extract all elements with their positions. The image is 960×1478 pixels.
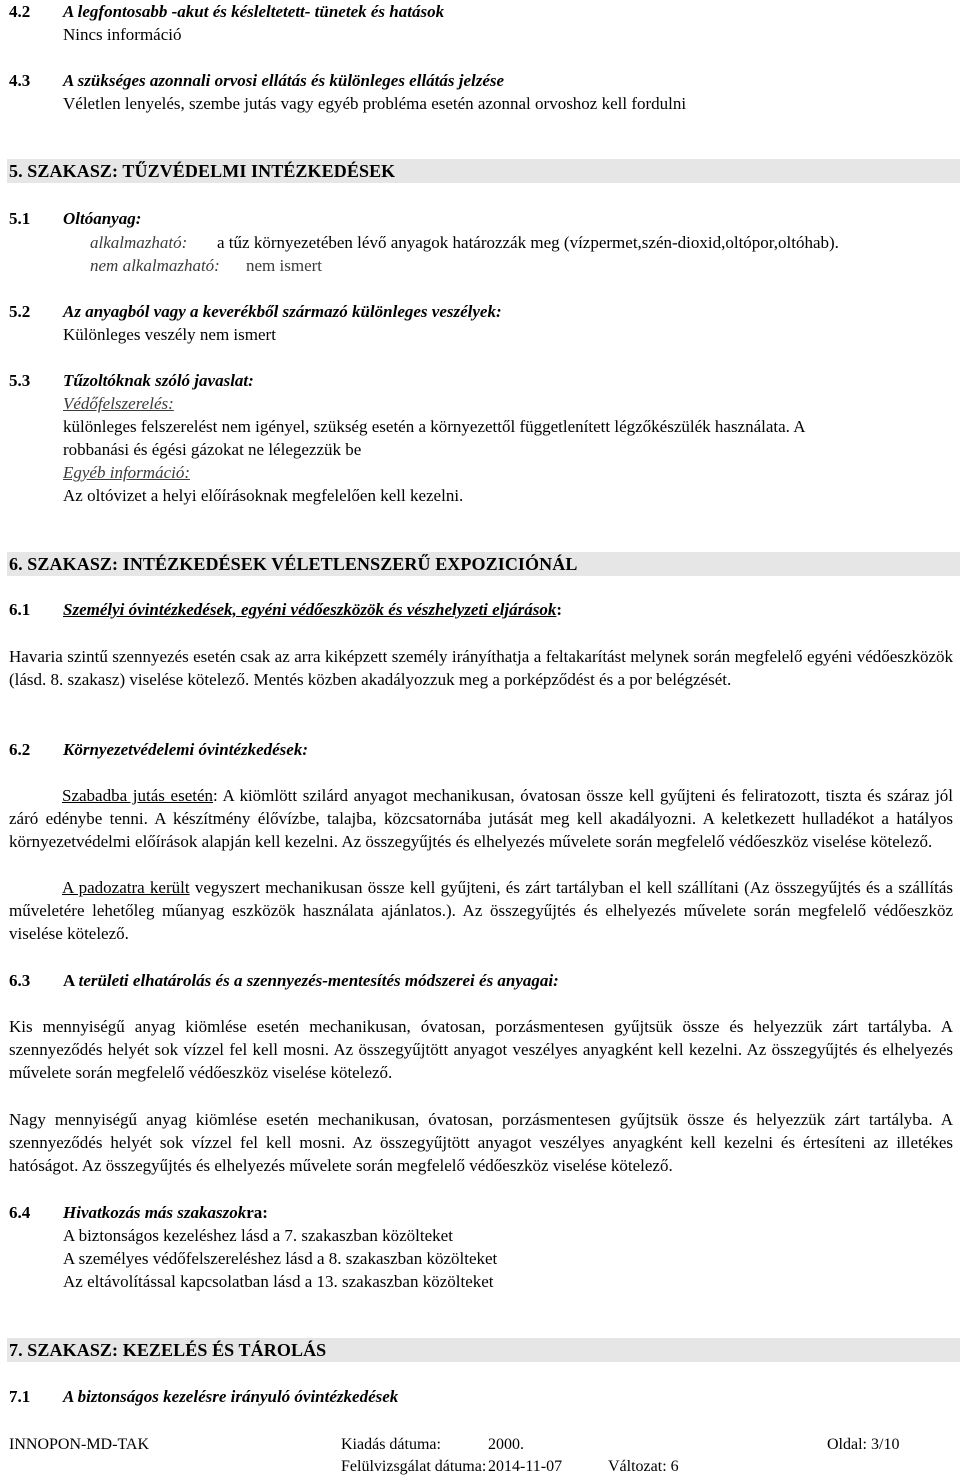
footer-version: Változat: 6 [608, 1458, 679, 1475]
paragraph-6-2-b-label: A padozatra került [62, 878, 190, 897]
heading-6-3-title: területi elhatárolás és a szennyezés-mentesítés módszerei és anyagai: [78, 971, 559, 990]
other-info-label: Egyéb információ: [63, 463, 190, 482]
extinguisher-suitable-label: alkalmazható: [90, 233, 188, 252]
footer-page-number: Oldal: 3/10 [827, 1436, 900, 1453]
protective-equipment-label: Védőfelszerelés: [63, 394, 174, 413]
heading-6-3-number: 6.3 [9, 971, 31, 990]
footer-issue-value: 2000. [488, 1436, 524, 1453]
heading-6-3 [63, 969, 559, 992]
heading-5-3-number: 5.3 [9, 371, 31, 390]
heading-4-2-text: Nincs információ [63, 25, 182, 44]
heading-5-2-number: 5.2 [9, 302, 31, 321]
heading-6-3-prefix: A [63, 971, 79, 990]
paragraph-6-2-a-text: : A kiömlött szilárd anyagot mechanikusan, óvatosan össze kell gyűjteni és feliratozott, tiszta és száraz jól záró edénybe tenni. A készítmény élővízbe, talajba, közcsatornába jutását meg kell akadályozni. A keletkezett hulladékot a hatályos környezetvédelmi előírások alapján kell kezelni. Az összegyűjtés és elhelyezés művelete során megfelelő védőeszköz viselése kötelező. [9, 786, 954, 851]
heading-6-1-title: Személyi óvintézkedések, egyéni védőeszközök és vészhelyzeti eljárások [63, 600, 557, 619]
other-info-text: Az oltóvizet a helyi előírásoknak megfelelően kell kezelni. [63, 486, 464, 505]
heading-5-3-title: Tűzoltóknak szóló javaslat: [63, 371, 254, 390]
heading-4-3-title: A szükséges azonnali orvosi ellátás és különleges ellátás jelzése [63, 71, 505, 90]
heading-6-2-title: Környezetvédelemi óvintézkedések: [63, 740, 309, 759]
paragraph-6-2-a-label: Szabadba jutás esetén [62, 786, 214, 805]
reference-line-1: A biztonságos kezeléshez lásd a 7. szakaszban közölteket [63, 1226, 453, 1245]
paragraph-6-2-b [9, 876, 953, 945]
heading-5-2-title: Az anyagból vagy a keverékből származó különleges veszélyek: [63, 302, 502, 321]
heading-6-4 [63, 1201, 268, 1224]
paragraph-6-3-a: Kis mennyiségű anyag kiömlése esetén mechanikusan, óvatosan, porzásmentesen gyűjtsük össze és helyezzük zárt tartályba. A szennyeződés helyét sok vízzel fel kell mosni. Az összegyűjtött anyagot veszélyes anyagként kell kezelni. Az összegyűjtés és elhelyezés művelete során megfelelő védőeszköz viselése kötelező. [9, 1017, 953, 1082]
heading-6-1-number: 6.1 [9, 600, 31, 619]
paragraph-6-1: Havaria szintű szennyezés esetén csak az arra kiképzett személy irányíthatja a feltakarítást melynek során megfelelő egyéni védőeszközök (lásd. 8. szakasz) viselése kötelező. Mentés közben akadályozzuk meg a porképződést és a por belégzését. [9, 647, 953, 689]
extinguisher-unsuitable-label: nem alkalmazható: [90, 256, 220, 275]
paragraph-6-3-b: Nagy mennyiségű anyag kiömlése esetén mechanikusan, óvatosan, porzásmentesen gyűjtsük össze és helyezzük zárt tartályba. A szennyeződés helyét sok vízzel fel kell mosni. Az összegyűjtött anyagot veszélyes anyagként kell kezelni és értesíteni az illetékes hatóságot. Az összegyűjtés és elhelyezés művelete során megfelelő védőeszköz viselése kötelező. [9, 1110, 953, 1175]
heading-6-4-title: Hivatkozás más szakaszok [63, 1203, 247, 1222]
heading-5-2-text: Különleges veszély nem ismert [63, 325, 276, 344]
protective-equipment-line-1: különleges felszerelést nem igényel, szükség esetén a környezettől függetlenített légzőkészülék használata. A [63, 417, 806, 436]
extinguisher-unsuitable-text: nem ismert [246, 256, 323, 275]
heading-6-2-number: 6.2 [9, 740, 31, 759]
heading-6-4-tail: ra: [246, 1203, 268, 1222]
paragraph-6-2-a [9, 784, 953, 853]
section-7-title: 7. SZAKASZ: KEZELÉS ÉS TÁROLÁS [9, 1340, 327, 1360]
footer-product-code: INNOPON-MD-TAK [9, 1436, 150, 1453]
paragraph-6-2-b-text: vegyszert mechanikusan össze kell gyűjteni, és zárt tartályban el kell szállítani (Az összegyűjtés és a szállítás műveletére lehetőleg műanyag eszközök használata ajánlatos.). Az összegyűjtés és elhelyezés művelete során megfelelő védőeszköz viselése kötelező. [9, 878, 953, 943]
heading-7-1-number: 7.1 [9, 1387, 31, 1406]
footer-issue-label: Kiadás dátuma: [341, 1436, 441, 1453]
footer-review-value: 2014-11-07 [488, 1458, 563, 1475]
extinguisher-suitable-text: a tűz környezetében lévő anyagok határozzák meg (vízpermet,szén-dioxid,oltópor,oltóhab). [217, 233, 839, 252]
section-6-title: 6. SZAKASZ: INTÉZKEDÉSEK VÉLETLENSZERŰ EXPOZICIÓNÁL [9, 554, 578, 574]
heading-7-1-title: A biztonságos kezelésre irányuló óvintézkedések [63, 1387, 399, 1406]
heading-5-1-number: 5.1 [9, 209, 31, 228]
section-5-title: 5. SZAKASZ: TŰZVÉDELMI INTÉZKEDÉSEK [9, 161, 396, 181]
heading-6-1-colon: : [556, 600, 563, 619]
heading-6-4-number: 6.4 [9, 1203, 31, 1222]
heading-4-2-title: A legfontosabb -akut és késleltetett- tünetek és hatások [63, 2, 445, 21]
footer-review-label: Felülvizsgálat dátuma: [341, 1458, 487, 1475]
heading-5-1-title: Oltóanyag: [63, 209, 142, 228]
reference-line-2: A személyes védőfelszereléshez lásd a 8. szakaszban közölteket [63, 1249, 498, 1268]
reference-line-3: Az eltávolítással kapcsolatban lásd a 13. szakaszban közölteket [63, 1272, 494, 1291]
heading-6-1 [63, 598, 562, 621]
heading-4-2-number: 4.2 [9, 2, 31, 21]
heading-4-3-number: 4.3 [9, 71, 31, 90]
heading-4-3-text: Véletlen lenyelés, szembe jutás vagy egyéb probléma esetén azonnal orvoshoz kell fordulni [63, 94, 687, 113]
protective-equipment-line-2: robbanási és égési gázokat ne lélegezzük be [63, 440, 362, 459]
